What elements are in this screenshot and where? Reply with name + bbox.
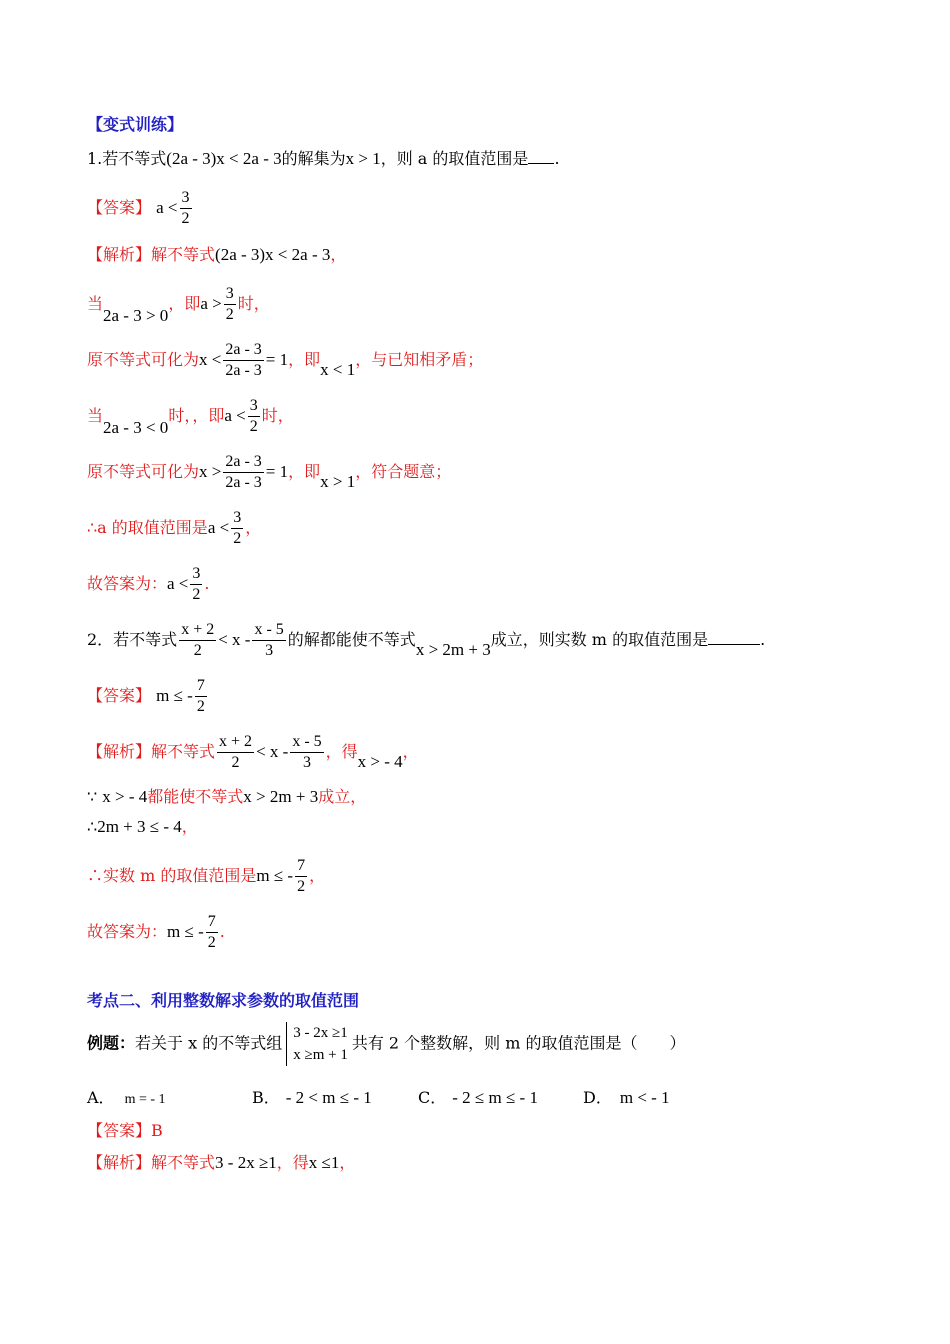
q2-analysis-4 <box>87 856 325 897</box>
frac-den: 2 <box>297 878 306 895</box>
q1-analysis-6 <box>87 508 261 549</box>
frac-num: x - 5 <box>290 732 323 753</box>
option-value: - 2 ≤ m ≤ - 1 <box>452 1088 538 1107</box>
q1-analysis-tag: 【解析】 <box>87 245 152 264</box>
frac-num: 3 <box>190 564 202 585</box>
lt-x: < x - <box>218 630 251 649</box>
comma: ， <box>181 817 198 836</box>
frac-7-2 <box>295 856 307 897</box>
ji: ，即 <box>288 462 321 481</box>
frac-num: 7 <box>206 912 218 933</box>
frac-num: x + 2 <box>217 732 254 753</box>
x-lt-1: x < 1 <box>320 360 356 379</box>
all-fit: 都能使不等式 <box>147 787 244 806</box>
frac-3-2 <box>190 564 202 605</box>
example-text-1: 若关于 x 的不等式组 <box>135 1033 283 1053</box>
ji: ，即 <box>192 406 225 425</box>
frac-den: 2 <box>193 642 202 659</box>
m-le: m ≤ - <box>256 866 294 885</box>
example-analysis-text: 解不等式 <box>151 1153 216 1172</box>
x-lt: x < <box>199 350 222 369</box>
q2-blank <box>708 630 760 645</box>
contradiction-text: ，与已知相矛盾； <box>355 350 484 369</box>
example-ineq: 3 - 2x ≥1 <box>215 1153 277 1172</box>
comma: ， <box>402 742 419 761</box>
ineq-result: 2m + 3 ≤ - 4 <box>97 817 182 836</box>
comma: ， <box>245 518 262 537</box>
eq-1: = 1 <box>265 462 289 481</box>
period: . <box>219 922 225 941</box>
option-value: m < - 1 <box>619 1088 670 1107</box>
frac-num: 7 <box>195 676 207 697</box>
option-c[interactable] <box>418 1085 538 1108</box>
frac-den: 2a - 3 <box>225 474 262 491</box>
q1-end: . <box>554 149 560 168</box>
frac-7-2 <box>195 676 207 717</box>
because-symbol: ∵ <box>87 787 98 806</box>
condition-2: 2a - 3 < 0 <box>103 418 169 437</box>
orig-text: 原不等式可化为 <box>87 462 200 481</box>
section-title-2: 考点二、利用整数解求参数的取值范围 <box>87 991 360 1010</box>
frac-3-2 <box>248 396 260 437</box>
final-label: 故答案为： <box>87 922 168 941</box>
frac-7-2 <box>206 912 218 953</box>
question-1 <box>87 148 560 170</box>
q1-mid: 的解集为 <box>281 149 346 168</box>
example-solution: x ≤1 <box>308 1153 340 1172</box>
q1-analysis-4 <box>87 396 294 437</box>
system-line-1: 3 - 2x ≥1 <box>293 1025 348 1041</box>
orig-text: 原不等式可化为 <box>87 350 200 369</box>
option-label: D． <box>583 1088 612 1107</box>
q2-frac-1 <box>179 620 216 661</box>
frac-den: 2 <box>231 754 240 771</box>
frac-num: 3 <box>248 396 260 417</box>
frac-3-2 <box>224 284 236 325</box>
therefore-m: ∴实数 m 的取值范围是 <box>87 866 257 885</box>
frac-num: 2a - 3 <box>223 340 263 361</box>
a-lt: a < <box>207 518 230 537</box>
frac-den: 2a - 3 <box>225 362 262 379</box>
example-analysis <box>87 1152 355 1174</box>
q2-ineq2: x > 2m + 3 <box>415 640 491 659</box>
frac-num: 7 <box>295 856 307 877</box>
frac-num: x + 2 <box>179 620 216 641</box>
system-line-2: x ≥m + 1 <box>293 1047 348 1063</box>
shi: 时， <box>168 406 193 425</box>
frac-2a3 <box>223 340 263 381</box>
q1-analysis-2 <box>87 284 270 325</box>
eq-1: = 1 <box>265 350 289 369</box>
q1-analysis-3 <box>87 340 483 381</box>
frac-num: 2a - 3 <box>223 452 263 473</box>
q2-analysis-3 <box>87 816 198 838</box>
ji: ，即 <box>288 350 321 369</box>
final-label: 故答案为： <box>87 574 168 593</box>
frac-num: x - 5 <box>252 620 285 641</box>
frac-3-2 <box>231 508 243 549</box>
period: . <box>204 574 210 593</box>
get: ，得 <box>325 742 358 761</box>
frac-den: 2 <box>192 586 201 603</box>
frac-num: 3 <box>180 188 192 209</box>
section-title-variant: 【变式训练】 <box>87 115 184 134</box>
q2-analysis-1 <box>87 732 419 773</box>
q2-analysis-2 <box>87 786 366 808</box>
dang: 当 <box>87 406 104 425</box>
frac-den: 2 <box>207 934 216 951</box>
a-lt: a < <box>167 574 189 593</box>
q1-answer-frac <box>180 188 192 229</box>
fits-text: ，符合题意； <box>355 462 452 481</box>
frac-den: 3 <box>302 754 311 771</box>
frac-den: 2 <box>196 698 205 715</box>
q1-inequality: (2a - 3)x < 2a - 3 <box>166 149 282 168</box>
q1-suffix: ，则 a 的取值范围是 <box>380 149 529 168</box>
q2-analysis-text: 解不等式 <box>151 742 216 761</box>
x-gt-m4: x > - 4 <box>357 752 403 771</box>
q1-answer <box>87 188 194 229</box>
comma: ， <box>330 245 347 264</box>
option-label: B． <box>252 1088 280 1107</box>
question-2 <box>87 620 765 661</box>
a-gt: a > <box>200 294 222 313</box>
frac-den: 2 <box>249 418 258 435</box>
x-gt-m4: x > - 4 <box>102 787 148 806</box>
q2-suffix: 成立，则实数 m 的取值范围是 <box>490 630 709 649</box>
q1-analysis-5 <box>87 452 451 493</box>
option-d[interactable] <box>583 1085 670 1108</box>
q2-frac-1 <box>217 732 254 773</box>
comma: ， <box>339 1153 356 1172</box>
q2-answer <box>87 676 209 717</box>
example-tag: 例题： <box>87 1033 136 1053</box>
ji: ，即 <box>168 294 201 313</box>
q1-analysis-text: 解不等式 <box>151 245 216 264</box>
option-b[interactable] <box>252 1085 372 1108</box>
q1-prefix: 1.若不等式 <box>87 149 167 168</box>
frac-den: 2 <box>225 306 234 323</box>
option-label: A． <box>87 1088 115 1107</box>
comma: ， <box>309 866 326 885</box>
condition-1: 2a - 3 > 0 <box>103 306 169 325</box>
q1-final <box>87 564 210 605</box>
shi: 时， <box>261 406 294 425</box>
x-gt: x > <box>199 462 222 481</box>
q2-mid: 的解都能使不等式 <box>287 630 416 649</box>
x-gt-1: x > 1 <box>320 472 356 491</box>
m-le: m ≤ - <box>167 922 204 941</box>
therefore-a: ∴a 的取值范围是 <box>87 518 208 537</box>
option-label: C． <box>418 1088 447 1107</box>
therefore-symbol: ∴ <box>87 817 98 836</box>
inequality-system <box>286 1022 348 1066</box>
frac-num: 3 <box>231 508 243 529</box>
frac-den: 2 <box>181 210 190 227</box>
holds: 成立， <box>318 787 367 806</box>
lt-x: < x - <box>256 742 289 761</box>
m-le: m ≤ - <box>156 686 193 705</box>
frac-num: 3 <box>224 284 236 305</box>
shi: 时， <box>237 294 270 313</box>
q1-answer-lhs: a < <box>156 198 178 217</box>
q2-answer-tag: 【答案】 <box>87 686 152 705</box>
q2-analysis-tag: 【解析】 <box>87 742 152 761</box>
example-text-2: 共有 2 个整数解，则 m 的取值范围是（ ） <box>351 1033 686 1053</box>
option-a[interactable] <box>87 1085 166 1108</box>
x-gt-2m3: x > 2m + 3 <box>243 787 319 806</box>
q1-analysis-ineq: (2a - 3)x < 2a - 3 <box>215 245 331 264</box>
q2-frac-2 <box>290 732 323 773</box>
frac-den: 2 <box>233 530 242 547</box>
frac-2a3 <box>223 452 263 493</box>
example-analysis-tag: 【解析】 <box>87 1153 152 1172</box>
dang: 当 <box>87 294 104 313</box>
q1-analysis-1 <box>87 244 346 266</box>
q1-answer-tag: 【答案】 <box>87 198 152 217</box>
option-value: - 2 < m ≤ - 1 <box>285 1088 372 1107</box>
q1-blank <box>528 149 554 164</box>
q2-end: . <box>760 630 766 649</box>
q2-prefix: 2．若不等式 <box>87 630 178 649</box>
q1-solution: x > 1 <box>345 149 381 168</box>
frac-den: 3 <box>265 642 274 659</box>
q2-final <box>87 912 225 953</box>
example-answer: 【答案】B <box>87 1121 163 1140</box>
option-value: m = - 1 <box>124 1092 166 1107</box>
example-question <box>87 1022 686 1066</box>
a-lt: a < <box>224 406 246 425</box>
q2-frac-2 <box>252 620 285 661</box>
get: ，得 <box>276 1153 309 1172</box>
